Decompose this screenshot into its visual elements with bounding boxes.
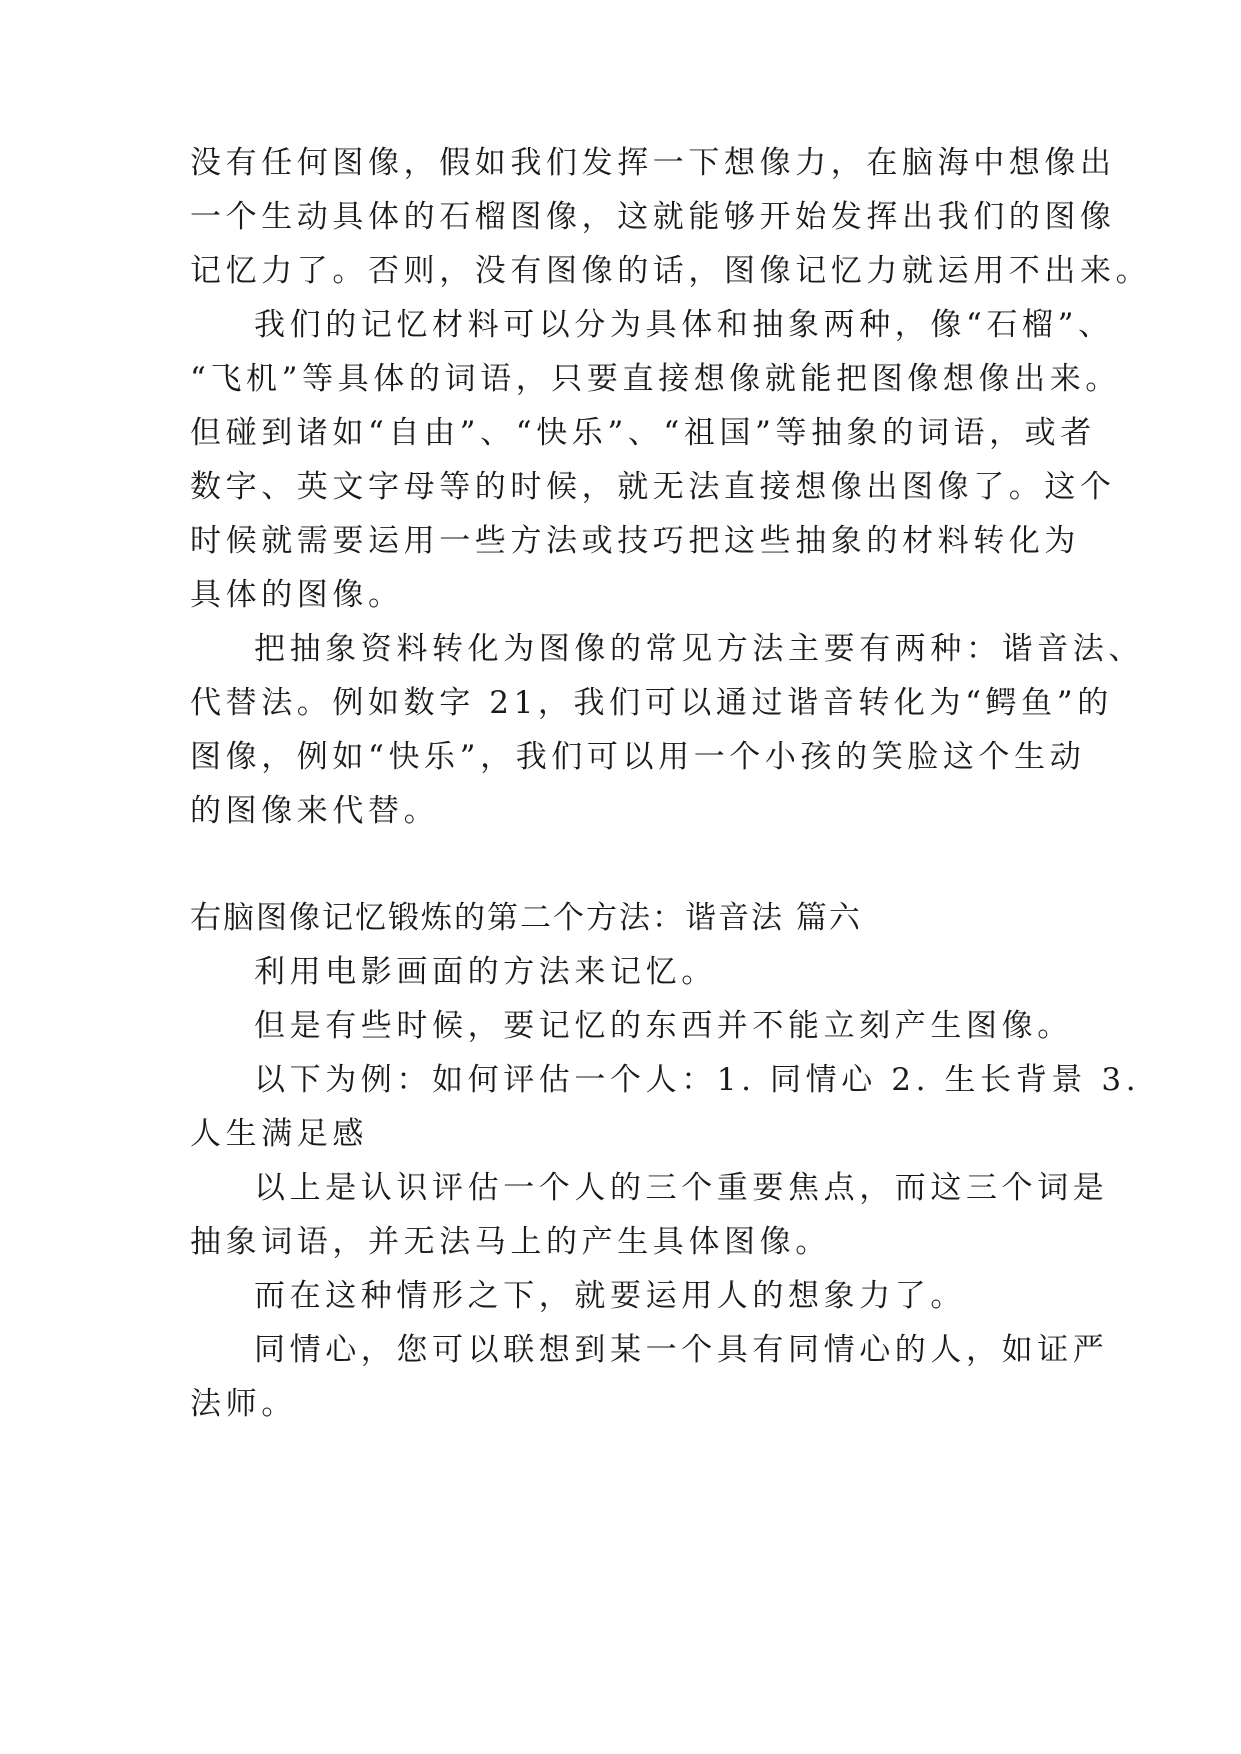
paragraph-line: 而在这种情形之下，就要运用人的想象力了。 [254,1278,966,1314]
paragraph-line: “飞机”等具体的词语，只要直接想像就能把图像想像出来。 [190,361,1121,397]
paragraph-line: 时候就需要运用一些方法或技巧把这些抽象的材料转化为 [190,523,1080,559]
paragraph-line: 但碰到诸如“自由”、“快乐”、“祖国”等抽象的词语，或者 [190,415,1096,451]
paragraph-line: 抽象词语，并无法马上的产生具体图像。 [190,1224,831,1260]
paragraph-line: 法师。 [190,1386,297,1422]
paragraph-line: 具体的图像。 [190,577,404,613]
paragraph-line: 代替法。例如数字 21，我们可以通过谐音转化为“鳄鱼”的 [190,685,1113,721]
paragraph-line: 数字、英文字母等的时候，就无法直接想像出图像了。这个 [190,469,1116,505]
paragraph-line: 图像，例如“快乐”，我们可以用一个小孩的笑脸这个生动 [190,739,1086,775]
paragraph-line: 没有任何图像，假如我们发挥一下想像力，在脑海中想像出 [190,145,1116,181]
paragraph-line: 人生满足感 [190,1116,368,1152]
paragraph-line: 以上是认识评估一个人的三个重要焦点，而这三个词是 [254,1170,1109,1206]
paragraph-line: 记忆力了。否则，没有图像的话，图像记忆力就运用不出来。 [190,253,1152,289]
paragraph-line: 利用电影画面的方法来记忆。 [254,954,717,990]
paragraph-line: 我们的记忆材料可以分为具体和抽象两种，像“石榴”、 [254,307,1114,343]
paragraph-line: 把抽象资料转化为图像的常见方法主要有两种：谐音法、 [254,631,1144,667]
paragraph-line: 同情心，您可以联想到某一个具有同情心的人，如证严 [254,1332,1109,1368]
section-heading: 右脑图像记忆锻炼的第二个方法：谐音法 篇六 [190,900,862,936]
paragraph-line: 一个生动具体的石榴图像，这就能够开始发挥出我们的图像 [190,199,1116,235]
paragraph-line: 以下为例：如何评估一个人：1. 同情心 2. 生长背景 3. [254,1062,1141,1098]
paragraph-line: 的图像来代替。 [190,793,440,829]
paragraph-line: 但是有些时候，要记忆的东西并不能立刻产生图像。 [254,1008,1073,1044]
